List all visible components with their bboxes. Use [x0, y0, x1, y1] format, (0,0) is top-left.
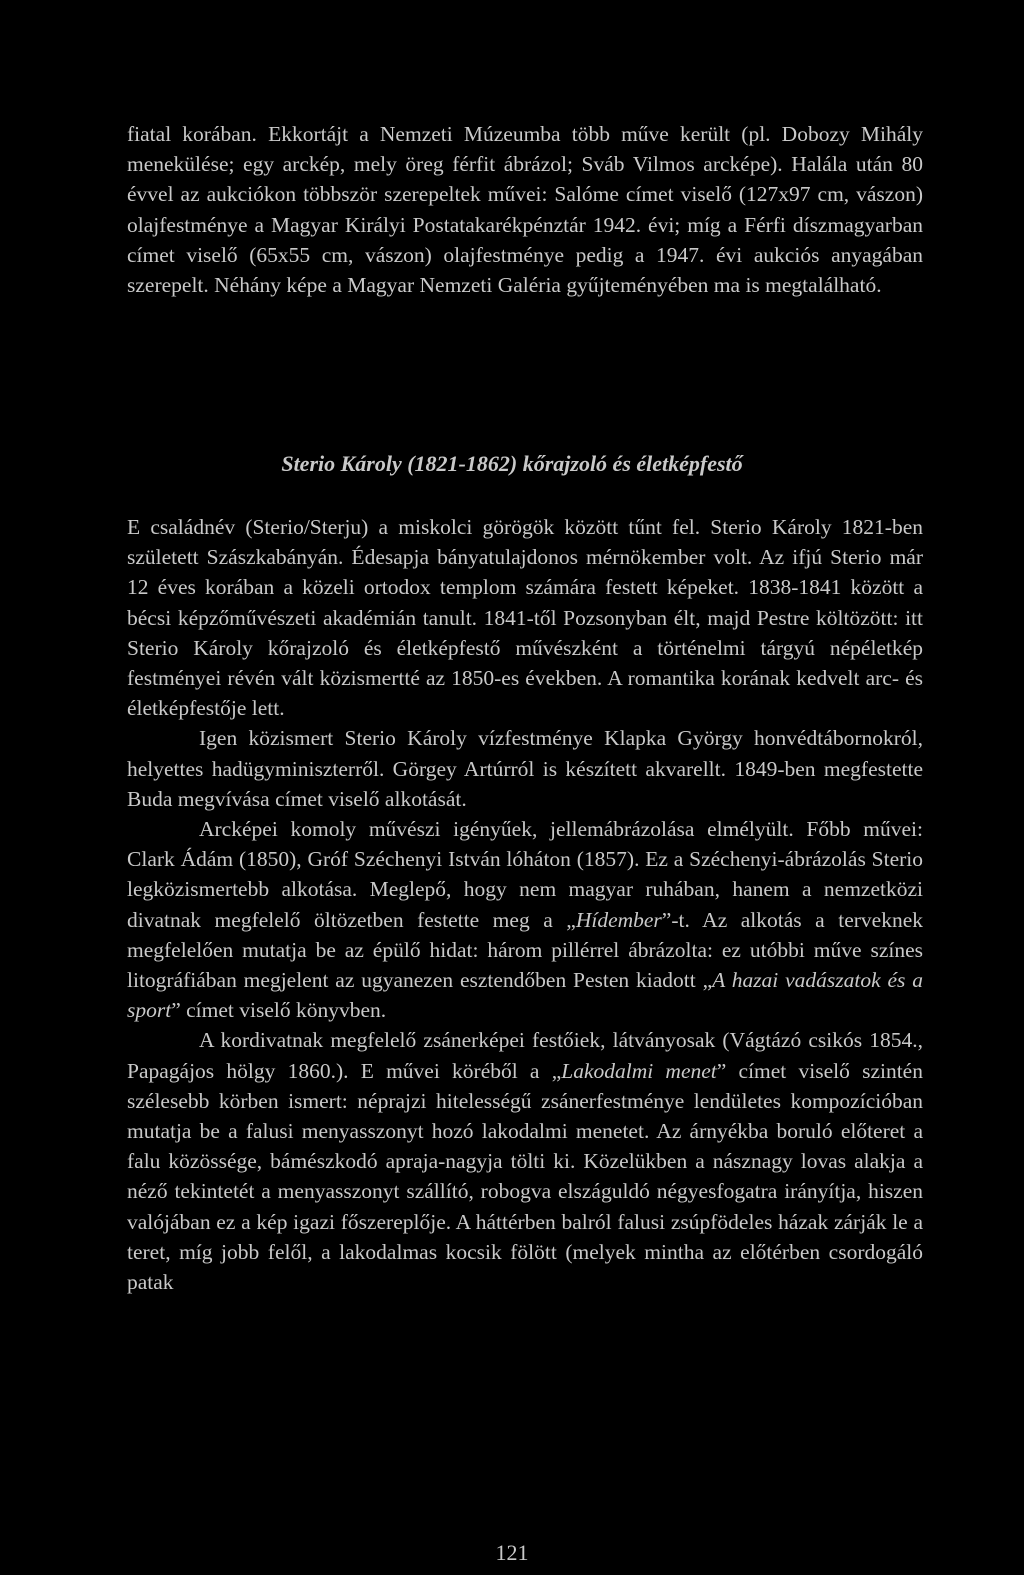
- paragraph-origin: [127, 512, 923, 723]
- paragraph-text: ”-t. Az alkotás a terveknek megfelelően mutatja be az épülő hidat: három pillérrel ábrázolta: ez utóbbi műve színes litográfiában megjelent az ugyanezen esztendőben Pesten kiadott „: [127, 907, 923, 993]
- italic-title: Lakodalmi menet: [561, 1058, 717, 1083]
- page-number: 121: [495, 1540, 529, 1565]
- paragraph-text: fiatal korában. Ekkortájt a Nemzeti Múzeumba több műve került (pl. Dobozy Mihály menekülése; egy arckép, mely öreg férfit ábrázol; Sváb Vilmos arcképe). Halála után 80 évvel az aukciókon többször szerepeltek művei: Salóme címet viselő (127x97 cm, vászon) olajfestménye a Magyar Királyi Postatakarékpénztár 1942. évi; míg a Férfi díszmagyarban címet viselő (65x55 cm, vászon) olajfestménye pedig a 1947. évi aukciós anyagában szerepelt. Néhány képe a Magyar Nemzeti Galéria gyűjteményében ma is megtalálható.: [127, 122, 923, 298]
- paragraph-text: Arcképei komoly művészi igényűek, jellemábrázolása elmélyült. Főbb művei: Clark Ádám (1850), Gróf Széchenyi István lóháton (1857). Ez a Széchenyi-ábrázolás Sterio legközismertebb alkotása. Meglepő, hogy nem magyar ruhában, hanem a nemzetközi divatnak megfelelő öltözetben festette meg a „: [127, 817, 923, 932]
- paragraph-genre: [127, 1025, 923, 1297]
- intro-paragraph: [127, 119, 923, 300]
- paragraph-text: A kordivatnak megfelelő zsánerképei festőiek, látványosak (Vágtázó csikós 1854., Papagájos hölgy 1860.). E művei köréből a „: [127, 1028, 923, 1083]
- paragraph-text: ” címet viselő könyvben.: [171, 998, 387, 1023]
- paragraph-klapka: [127, 723, 923, 814]
- italic-title: Hídember: [575, 907, 662, 932]
- paragraph-portraits: [127, 814, 923, 1025]
- section-heading: Sterio Károly (1821-1862) kőrajzoló és életképfestő: [281, 451, 743, 476]
- biography-section: [127, 512, 923, 1297]
- paragraph-text: E családnév (Sterio/Sterju) a miskolci görögök között tűnt fel. Sterio Károly 1821-ben született Szászkabányán. Édesapja bányatulajdonos mérnökember volt. Az ifjú Sterio már 12 éves korában a közeli ortodox templom számára festett képeket. 1838-1841 között a bécsi képzőművészeti akadémián tanult. 1841-től Pozsonyban élt, majd Pestre költözött: itt Sterio Károly kőrajzoló és életképfestő művészként a történelmi tárgyú népéletkép festményei révén vált közismertté az 1850-es években. A romantika korának kedvelt arc- és életképfestője lett.: [127, 515, 923, 721]
- paragraph-text: Igen közismert Sterio Károly vízfestménye Klapka György honvédtábornokról, helyettes hadügyminiszterről. Görgey Artúrról is készített akvarellt. 1849-ben megfestette Buda megvívása címet viselő alkotását.: [127, 726, 923, 811]
- italic-title: A hazai vadászatok és a sport: [127, 968, 923, 1023]
- paragraph-text: ” címet viselő szintén szélesebb körben ismert: néprajzi hitelességű zsánerfestménye lendületes kompozícióban mutatja be a falusi menyasszonyt hozó lakodalmi menetet. Az árnyékba boruló előteret a falu közössége, bámészkodó apraja-nagyja tölti ki. Közelükben a násznagy lovas alakja a néző tekintetét a menyasszonyt szállító, robogva elszáguldó négyesfogatra irányítja, hiszen valójában ez a kép igazi főszereplője. A háttérben balról falusi zsúpfödeles házak zárják le a teret, míg jobb felől, a lakodalmas kocsik fölött (melyek mintha az előtérben csordogáló patak: [127, 1058, 923, 1295]
